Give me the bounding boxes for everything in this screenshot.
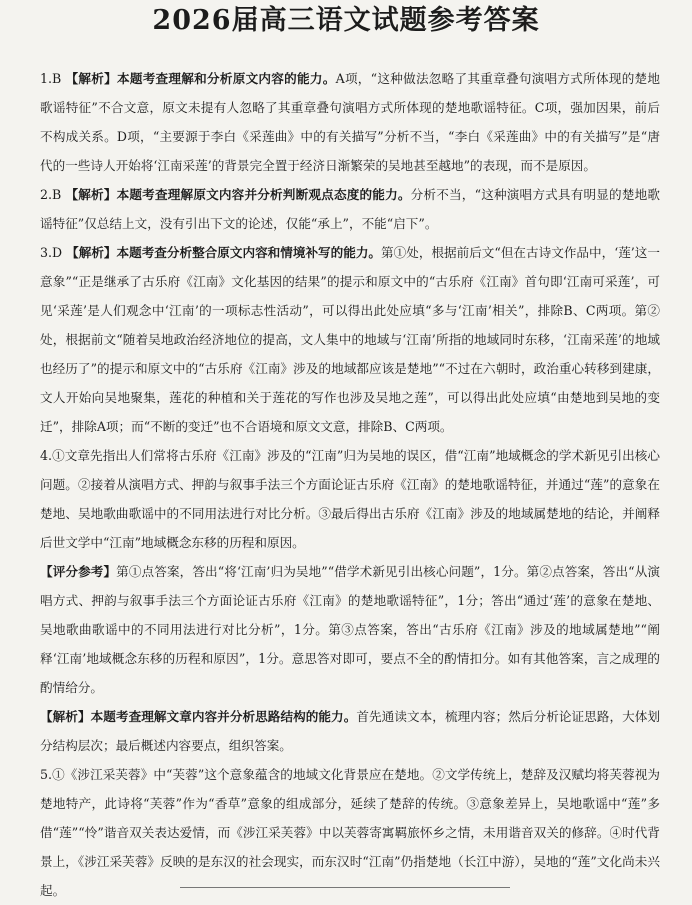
answer-number: 2.B bbox=[40, 187, 66, 202]
answer-2 bbox=[40, 180, 660, 238]
analysis-tag: 【解析】 bbox=[40, 709, 91, 724]
scoring-text: 第①点答案，答出“将‘江南’归为吴地”“借学术新见引出核心问题”，1分。第②点答案，答出“从演唱方式、押韵与叙事手法三个方面论证古乐府《江南》的楚地歌谣特征”，1分；答出“通过‘莲’的意象在楚地、吴地歌曲歌谣中的不同用法进行对比分析”，1分。第③点答案，答出“古乐府《江南》涉及的地域属楚地”“阐释‘江南’地域概念东移的历程和原因”，1分。意思答对即可，要点不全的酌情扣分。如有其他答案，言之成理的酌情给分。 bbox=[40, 564, 661, 695]
analysis-tag: 【解析】 bbox=[66, 245, 117, 260]
analysis-lead: 本题考查分析整合原文内容和情境补写的能力。 bbox=[116, 245, 382, 260]
answers-content bbox=[40, 64, 660, 905]
answer-5 bbox=[40, 760, 660, 905]
answer-number: 5. bbox=[40, 767, 53, 782]
answer-text: ①《涉江采芙蓉》中“芙蓉”这个意象蕴含的地域文化背景应在楚地。②文学传统上，楚辞及汉赋均将芙蓉视为楚地特产，此诗将“芙蓉”作为“香草”意象的组成部分，延续了楚辞的传统。③意象差异上，吴地歌谣中“莲”多借“莲”“怜”谐音双关表达爱情，而《涉江采芙蓉》中以芙蓉寄寓羁旅怀乡之情，未用谐音双关的修辞。④时代背景上，《涉江采芙蓉》反映的是东汉的社会现实，而东汉时“江南”仍指楚地（长江中游），吴地的“莲”文化尚未兴起。 bbox=[40, 767, 660, 898]
analysis-lead: 本题考查理解和分析原文内容的能力。 bbox=[116, 71, 336, 86]
answer-3 bbox=[40, 238, 660, 441]
scoring-tag: 【评分参考】 bbox=[40, 564, 117, 579]
page-title: 2026届高三语文试题参考答案 bbox=[152, 5, 540, 36]
answer-4-analysis bbox=[40, 702, 660, 760]
answer-1 bbox=[40, 64, 660, 180]
analysis-lead: 本题考查理解文章内容并分析思路结构的能力。 bbox=[90, 709, 357, 724]
answer-number: 3.D bbox=[40, 245, 67, 260]
scoring-reference bbox=[40, 557, 660, 702]
analysis-text: 首先通读文本，梳理内容；然后分析论证思路，大体划分结构层次；最后概述内容要点，组织答案。 bbox=[40, 709, 661, 753]
answer-text: ①文章先指出人们常将古乐府《江南》涉及的“江南”归为吴地的误区，借“江南”地域概念的学术新见引出核心问题。②接着从演唱方式、押韵与叙事手法三个方面论证古乐府《江南》的楚地歌谣特征，并通过“莲”的意象在楚地、吴地歌曲歌谣中的不同用法进行对比分析。③最后得出古乐府《江南》涉及的地域属楚地的结论，并阐释后世文学中“江南”地域概念东移的历程和原因。 bbox=[40, 448, 660, 550]
answer-text: 分析不当，“这种演唱方式具有明显的楚地歌谣特征”仅总结上文，没有引出下文的论述，仅能“承上”，不能“启下”。 bbox=[40, 187, 660, 231]
answer-number: 4. bbox=[40, 448, 53, 463]
answer-text: 第①处，根据前后文“但在古诗文作品中，‘莲’这一意象”“正是继承了古乐府《江南》文化基因的结果”的提示和原文中的“古乐府《江南》首句即‘江南可采莲’，可见‘采莲’是人们观念中‘江南’的一项标志性活动”，可以得出此处应填“多与‘江南’相关”，排除B、C两项。第②处，根据前文“随着吴地政治经济地位的提高，文人集中的地域与‘江南’所指的地域同时东移，‘江南采莲’的地域也经历了”的提示和原文中的“古乐府《江南》涉及的地域都应该是楚地”“不过在六朝时，政治重心转移到建康，文人开始向吴地聚集，莲花的种植和关于莲花的写作也涉及吴地之莲”，可以得出此处应填“由楚地到吴地的变迁”，排除A项；而“不断的变迁”也不合语境和原文文意，排除B、C两项。 bbox=[40, 245, 660, 434]
answer-text: A项，“这种做法忽略了其重章叠句演唱方式所体现的楚地歌谣特征”不合文意，原文未提有人忽略了其重章叠句演唱方式所体现的楚地歌谣特征。C项，强加因果，前后不构成关系。D项，“主要源于李白《采莲曲》中的有关描写”分析不当，“李白《采莲曲》中的有关描写”是“唐代的一些诗人开始将‘江南采莲’的背景完全置于经济日渐繁荣的吴地甚至越地”的表现，而不是原因。 bbox=[40, 71, 661, 173]
analysis-lead: 本题考查理解原文内容并分析判断观点态度的能力。 bbox=[116, 187, 411, 202]
analysis-tag: 【解析】 bbox=[65, 71, 117, 86]
analysis-tag: 【解析】 bbox=[65, 187, 117, 202]
answer-number: 1.B bbox=[40, 71, 66, 86]
footer-divider bbox=[180, 887, 510, 894]
answer-4 bbox=[40, 441, 660, 557]
